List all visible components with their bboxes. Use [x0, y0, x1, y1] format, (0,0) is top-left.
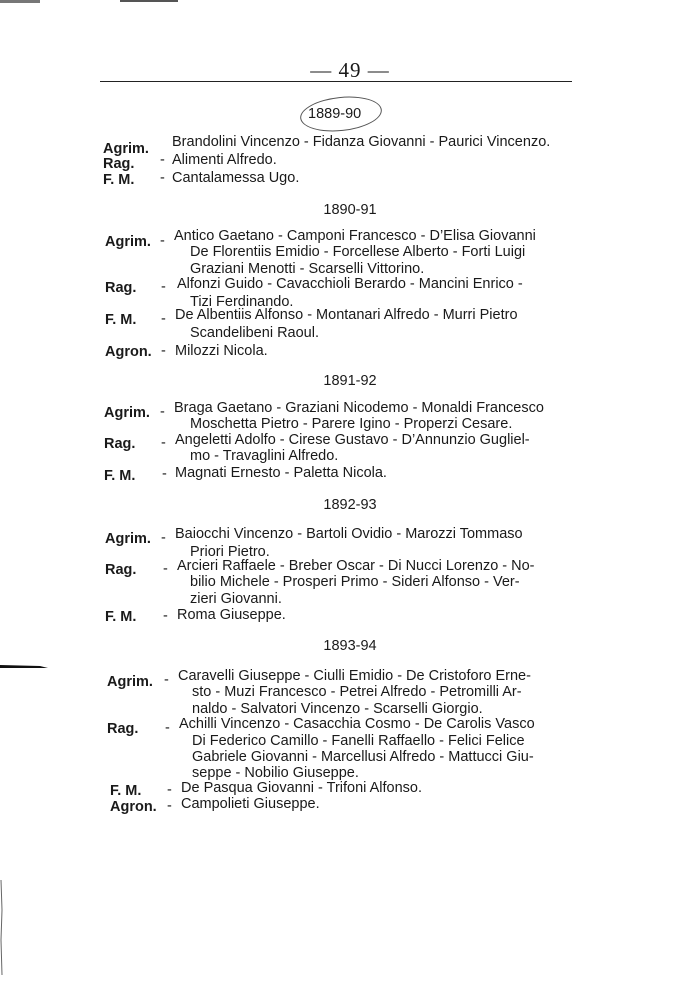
page-number: — 49 — — [310, 58, 390, 82]
entry-line: Moschetta Pietro - Parere Igino - Properzi Cesare. — [190, 416, 513, 432]
entry-line: bilio Michele - Prosperi Primo - Sideri Alfonso - Ver- — [190, 574, 520, 590]
header-rule — [100, 81, 572, 82]
category-label: F. M. — [105, 312, 137, 328]
entry-line: Achilli Vincenzo - Casacchia Cosmo - De Carolis Vasco — [179, 716, 535, 732]
entry-line: De Albentiis Alfonso - Montanari Alfredo - Murri Pietro — [175, 307, 518, 323]
entry-line: sto - Muzi Francesco - Petrei Alfredo - Petromilli Ar- — [192, 684, 522, 700]
entry-line: De Florentiis Emidio - Forcellese Alberto - Forti Luigi — [190, 244, 526, 260]
entry-line: Tizi Ferdinando. — [190, 294, 294, 310]
category-label: Rag. — [103, 156, 135, 172]
category-label: Agrim. — [107, 674, 153, 690]
entry-line: naldo - Salvatori Vincenzo - Scarselli Giorgio. — [192, 701, 483, 717]
category-label: Agrim. — [105, 531, 151, 547]
scan-edge-mark — [0, 880, 4, 975]
category-label: Rag. — [104, 436, 136, 452]
entry-line: Braga Gaetano - Graziani Nicodemo - Monaldi Francesco — [174, 400, 544, 416]
entry-line: seppe - Nobilio Giuseppe. — [192, 765, 359, 781]
section-year: 1892-93 — [323, 497, 377, 513]
entry-line: Graziani Menotti - Scarselli Vittorino. — [190, 261, 425, 277]
entry-line: Baiocchi Vincenzo - Bartoli Ovidio - Marozzi Tommaso — [175, 526, 523, 542]
entry-line: Alfonzi Guido - Cavacchioli Berardo - Mancini Enrico - — [177, 276, 523, 292]
scan-edge-mark — [0, 0, 40, 3]
scan-edge-mark — [120, 0, 178, 2]
section-year: 1889-90 — [308, 106, 362, 122]
category-label: Rag. — [105, 280, 137, 296]
category-label: Rag. — [107, 721, 139, 737]
entry-line: Alimenti Alfredo. — [172, 152, 277, 168]
entry-line: Antico Gaetano - Camponi Francesco - D’Elisa Giovanni — [174, 228, 536, 244]
section-year: 1891-92 — [323, 373, 377, 389]
entry-line: Gabriele Giovanni - Marcellusi Alfredo - Mattucci Giu- — [192, 749, 534, 765]
category-label: Agrim. — [103, 141, 149, 157]
entry-line: Arcieri Raffaele - Breber Oscar - Di Nucci Lorenzo - No- — [177, 558, 535, 574]
margin-mark — [0, 662, 48, 670]
entry-line: Di Federico Camillo - Fanelli Raffaello - Felici Felice — [192, 733, 525, 749]
entry-line: Campolieti Giuseppe. — [181, 796, 320, 812]
entry-line: zieri Giovanni. — [190, 591, 282, 607]
category-label: Agrim. — [105, 234, 151, 250]
entry-line: De Pasqua Giovanni - Trifoni Alfonso. — [181, 780, 422, 796]
entry-line: Roma Giuseppe. — [177, 607, 286, 623]
category-label: Agrim. — [104, 405, 150, 421]
section-year: 1890-91 — [323, 202, 377, 218]
category-label: F. M. — [110, 783, 142, 799]
entry-line: Scandelibeni Raoul. — [190, 325, 319, 341]
entry-line: Priori Pietro. — [190, 544, 270, 560]
category-label: Agron. — [105, 344, 152, 360]
entry-line: Brandolini Vincenzo - Fidanza Giovanni - Paurici Vincenzo. — [172, 134, 551, 150]
section-year: 1893-94 — [323, 638, 377, 654]
category-label: Agron. — [110, 799, 157, 815]
entry-line: Cantalamessa Ugo. — [172, 170, 300, 186]
entry-line: Magnati Ernesto - Paletta Nicola. — [175, 465, 387, 481]
category-label: F. M. — [104, 468, 136, 484]
category-label: Rag. — [105, 562, 137, 578]
category-label: F. M. — [103, 172, 135, 188]
category-label: F. M. — [105, 609, 137, 625]
entry-line: Milozzi Nicola. — [175, 343, 268, 359]
entry-line: Angeletti Adolfo - Cirese Gustavo - D’Annunzio Gugliel- — [175, 432, 530, 448]
entry-line: Caravelli Giuseppe - Ciulli Emidio - De Cristoforo Erne- — [178, 668, 531, 684]
entry-line: mo - Travaglini Alfredo. — [190, 448, 339, 464]
